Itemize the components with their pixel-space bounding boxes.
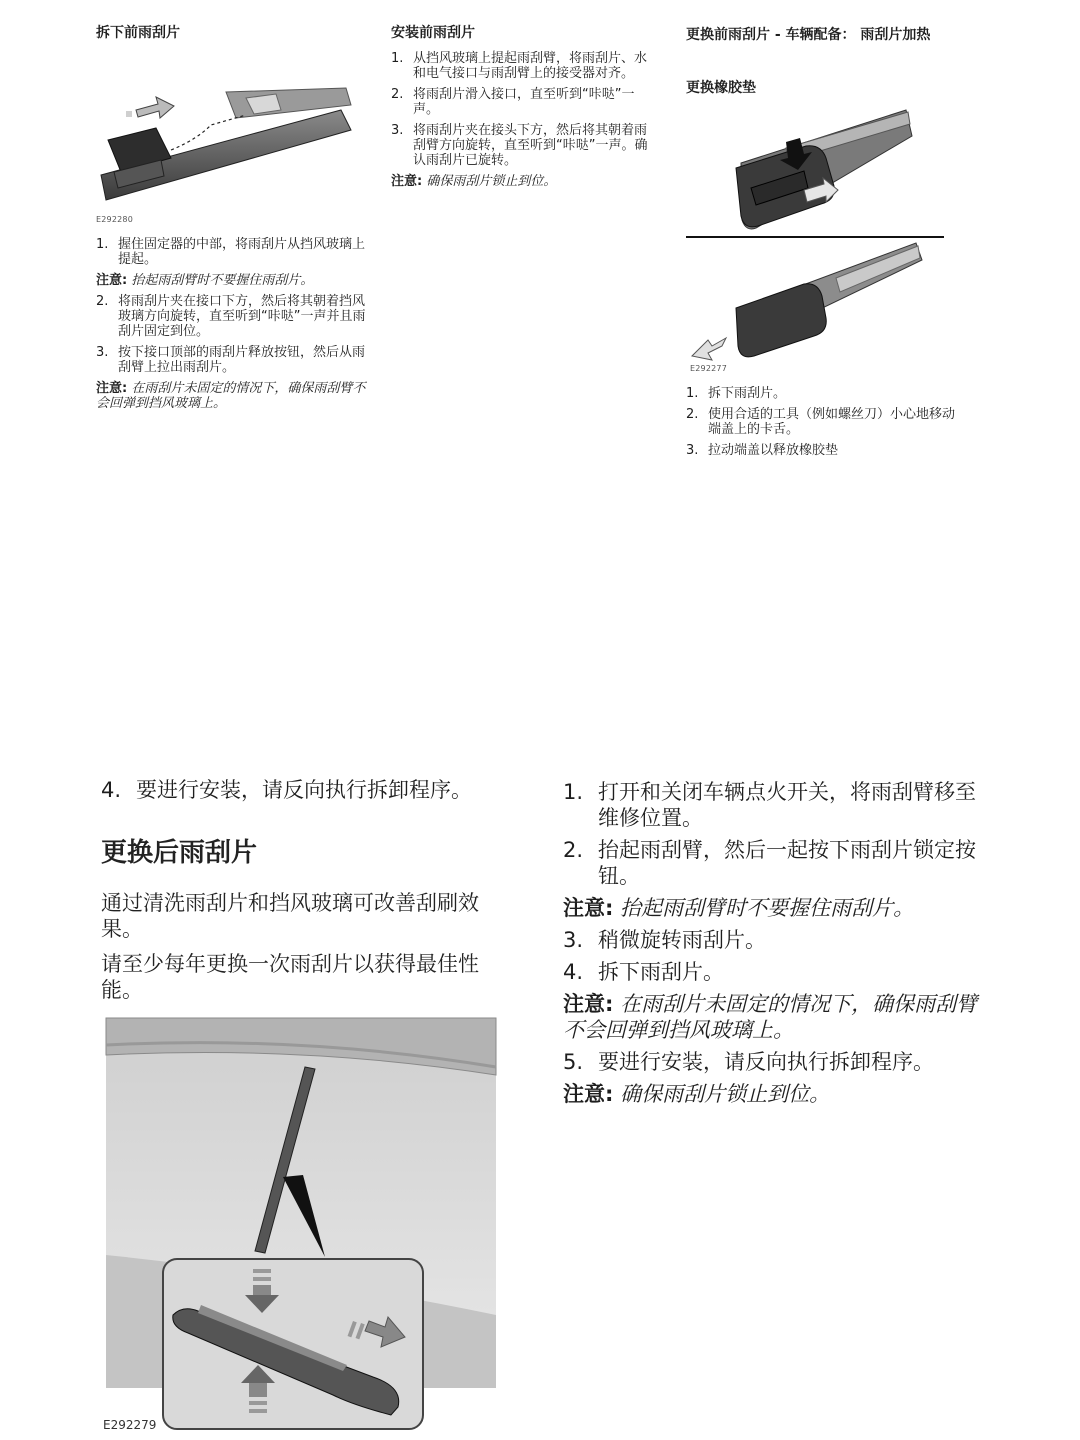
replacement-frequency-paragraph: 请至少每年更换一次雨刮片以获得最佳性能。 <box>101 952 479 1002</box>
rear-blade-procedure <box>563 779 983 1113</box>
front-blade-removal-heading: 拆下前雨刮片 <box>96 25 180 41</box>
front-blade-removal-text <box>96 237 366 417</box>
note: 注意: 抬起雨刮臂时不要握住雨刮片。 <box>563 896 915 920</box>
install-steps-list <box>391 51 659 168</box>
rubber-steps-list <box>686 386 956 458</box>
list-item: 2. 抬起雨刮臂，然后一起按下雨刮片锁定按钮。 <box>563 838 976 888</box>
front-blade-install-text <box>391 51 659 195</box>
list-item: 1. 从挡风玻璃上提起雨刮臂，将雨刮片、水和电气接口与雨刮臂上的接受器对齐。 <box>391 51 648 81</box>
rear-steps-list-b <box>563 927 983 985</box>
list-item: 4. 拆下雨刮片。 <box>563 960 724 984</box>
note: 注意: 抬起雨刮臂时不要握住雨刮片。 <box>96 273 314 288</box>
list-item: 2. 使用合适的工具（例如螺丝刀）小心地移动端盖上的卡舌。 <box>686 407 956 437</box>
rear-wiper-illustration <box>103 1015 497 1435</box>
figure-id: E292279 <box>103 1418 157 1432</box>
install-step-4 <box>101 777 521 809</box>
front-blade-removal-illustration <box>96 80 356 215</box>
note: 注意: 在雨刮片未固定的情况下，确保雨刮臂不会回弹到挡风玻璃上。 <box>96 381 366 411</box>
figure-id: E292277 <box>690 364 727 373</box>
heated-blade-heading: 更换前雨刮片 - 车辆配备： 雨刮片加热 <box>686 27 931 43</box>
note: 注意: 在雨刮片未固定的情况下，确保雨刮臂不会回弹到挡风玻璃上。 <box>563 992 978 1042</box>
pull-direction-arrow-icon <box>692 338 726 360</box>
list-item: 4. 要进行安装，请反向执行拆卸程序。 <box>101 778 472 802</box>
note: 注意: 确保雨刮片锁止到位。 <box>391 174 557 189</box>
rear-blade-heading: 更换后雨刮片 <box>101 838 258 868</box>
removal-steps-list <box>96 237 366 267</box>
rear-steps-list-a <box>563 779 983 889</box>
list-item: 3. 按下接口顶部的雨刮片释放按钮，然后从雨刮臂上拉出雨刮片。 <box>96 345 366 375</box>
list-item: 3. 稍微旋转雨刮片。 <box>563 928 766 952</box>
list-item: 1. 握住固定器的中部，将雨刮片从挡风玻璃上提起。 <box>96 237 366 267</box>
figure-id: E292280 <box>96 215 133 224</box>
list-item: 2. 将雨刮片滑入接口，直至听到“咔哒”一声。 <box>391 87 635 117</box>
rubber-replacement-illustration <box>686 108 946 370</box>
list-item: 5. 要进行安装，请反向执行拆卸程序。 <box>563 1050 934 1074</box>
rubber-replacement-steps <box>686 386 956 464</box>
rear-steps-list-c <box>563 1049 983 1075</box>
list-item: 3. 拉动端盖以释放橡胶垫 <box>686 443 839 458</box>
cleaning-paragraph: 通过清洗雨刮片和挡风玻璃可改善刮刷效果。 <box>101 891 479 941</box>
list-item: 1. 拆下雨刮片。 <box>686 386 787 401</box>
list-item: 1. 打开和关闭车辆点火开关，将雨刮臂移至维修位置。 <box>563 780 976 830</box>
front-blade-install-heading: 安装前雨刮片 <box>391 25 475 41</box>
direction-arrow-icon <box>126 97 174 118</box>
removal-steps-list-2 <box>96 294 366 375</box>
note: 注意: 确保雨刮片锁止到位。 <box>563 1082 831 1106</box>
replace-rubber-subheading: 更换橡胶垫 <box>686 80 756 96</box>
list-item: 3. 将雨刮片夹在接头下方，然后将其朝着雨刮臂方向旋转，直至听到“咔哒”一声。确认雨刮片已旋转。 <box>391 123 648 168</box>
list-item: 2. 将雨刮片夹在接口下方，然后将其朝着挡风玻璃方向旋转，直至听到“咔哒”一声并且雨刮片固定到位。 <box>96 294 366 339</box>
